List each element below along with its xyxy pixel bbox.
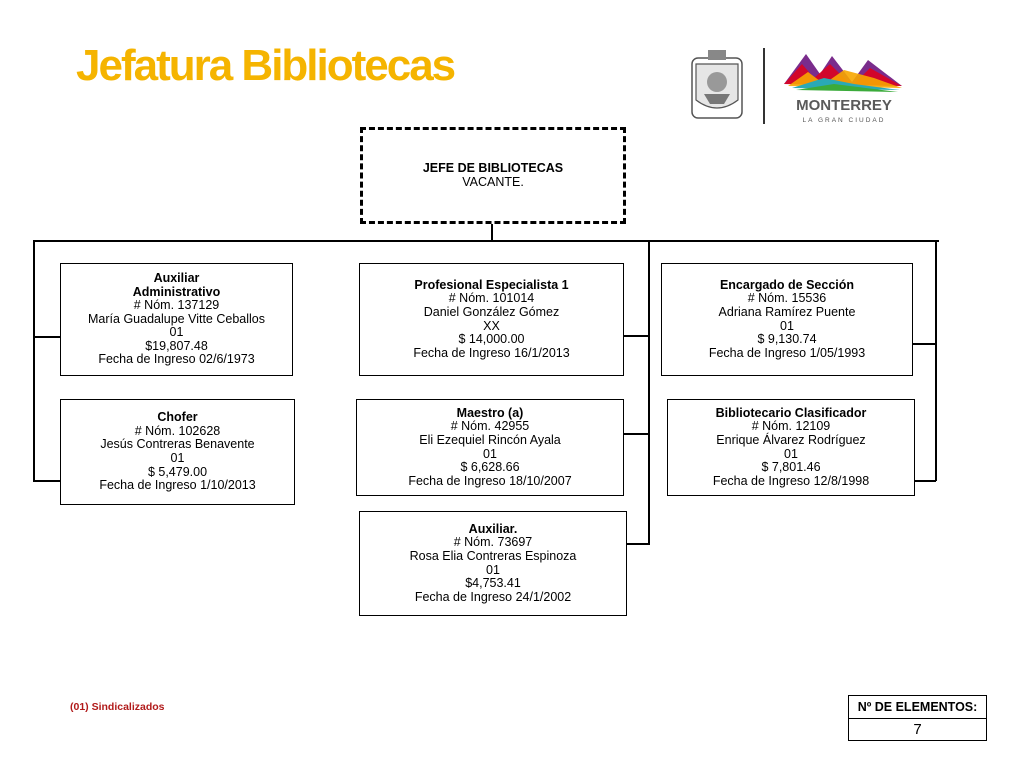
position-date: Fecha de Ingreso 16/1/2013 [413, 345, 570, 360]
element-counter [848, 695, 987, 741]
position-box-chofer [60, 399, 295, 505]
position-num: # Nóm. 102628 [134, 423, 221, 438]
position-salary: $ 7,801.46 [761, 460, 821, 475]
page-title: Jefatura Bibliotecas [76, 41, 455, 90]
logos [684, 44, 924, 128]
position-num: # Nóm. 15536 [747, 291, 827, 306]
position-role: Chofer [157, 410, 198, 425]
position-role: Bibliotecario Clasificador [715, 405, 867, 420]
right-trunk [935, 240, 937, 481]
right-branch-1 [912, 343, 936, 345]
position-role: Maestro (a) [456, 405, 524, 420]
position-date: Fecha de Ingreso 24/1/2002 [414, 589, 572, 604]
position-code: XX [483, 318, 500, 333]
head-box [360, 127, 626, 224]
position-code: 01 [486, 562, 500, 577]
center-trunk [648, 240, 650, 545]
footnote: (01) Sindicalizados [70, 701, 165, 713]
head-connector [491, 223, 493, 241]
position-name: Eli Ezequiel Rincón Ayala [419, 432, 561, 447]
position-box-encargado-seccion [661, 263, 913, 376]
position-name: Enrique Álvarez Rodríguez [716, 432, 866, 447]
position-code: 01 [780, 318, 794, 333]
left-branch-2 [33, 480, 61, 482]
position-num: # Nóm. 12109 [751, 419, 831, 434]
position-box-profesional-especialista [359, 263, 624, 376]
logo-subtext: LA GRAN CIUDAD [802, 117, 886, 124]
center-branch-1 [624, 335, 649, 337]
center-branch-3 [627, 543, 649, 545]
counter-label: Nº DE ELEMENTOS: [849, 696, 986, 719]
position-salary: $ 6,628.66 [460, 460, 520, 475]
position-salary: $4,753.41 [465, 576, 521, 591]
monterrey-logo-icon [784, 54, 902, 92]
logo-divider [763, 48, 765, 124]
position-code: 01 [170, 451, 185, 465]
position-date: Fecha de Ingreso 12/8/1998 [712, 473, 870, 488]
position-date: Fecha de Ingreso 1/10/2013 [99, 478, 256, 493]
position-box-maestro [356, 399, 624, 496]
position-name: Adriana Ramírez Puente [718, 304, 856, 319]
position-date: Fecha de Ingreso 02/6/1973 [98, 352, 255, 367]
position-code: 01 [169, 325, 184, 340]
position-box-bibliotecario-clasificador [667, 399, 915, 496]
left-trunk [33, 240, 35, 481]
position-salary: $19,807.48 [145, 338, 208, 353]
position-box-auxiliar-administrativo [60, 263, 293, 376]
position-name: Daniel González Gómez [423, 304, 560, 319]
main-horizontal-line [33, 240, 939, 242]
position-date: Fecha de Ingreso 1/05/1993 [708, 345, 866, 360]
logo-text: MONTERREY [796, 97, 892, 114]
position-num: # Nóm. 101014 [448, 291, 535, 306]
position-role: Profesional Especialista 1 [414, 277, 569, 292]
position-salary: $ 9,130.74 [757, 332, 817, 347]
right-branch-2 [914, 480, 936, 482]
position-role: Auxiliar. [468, 521, 518, 536]
position-date: Fecha de Ingreso 18/10/2007 [408, 473, 572, 488]
position-num: # Nóm. 137129 [133, 298, 220, 313]
left-branch-1 [33, 336, 61, 338]
position-name: Jesús Contreras Benavente [100, 437, 255, 452]
position-role: Auxiliar Administrativo [132, 270, 221, 299]
head-status: VACANTE. [462, 174, 524, 189]
position-code: 01 [784, 446, 798, 461]
position-role: Encargado de Sección [719, 277, 855, 292]
position-box-auxiliar [359, 511, 627, 616]
counter-value: 7 [913, 721, 922, 738]
head-role: JEFE DE BIBLIOTECAS [422, 160, 564, 175]
position-name: María Guadalupe Vitte Ceballos [88, 311, 265, 326]
center-branch-2 [624, 433, 649, 435]
city-seal-icon [692, 50, 742, 118]
position-salary: $ 5,479.00 [147, 464, 208, 479]
position-num: # Nóm. 42955 [450, 419, 530, 434]
position-num: # Nóm. 73697 [453, 535, 533, 550]
position-name: Rosa Elia Contreras Espinoza [409, 548, 577, 563]
position-salary: $ 14,000.00 [458, 332, 525, 347]
position-code: 01 [483, 446, 497, 461]
